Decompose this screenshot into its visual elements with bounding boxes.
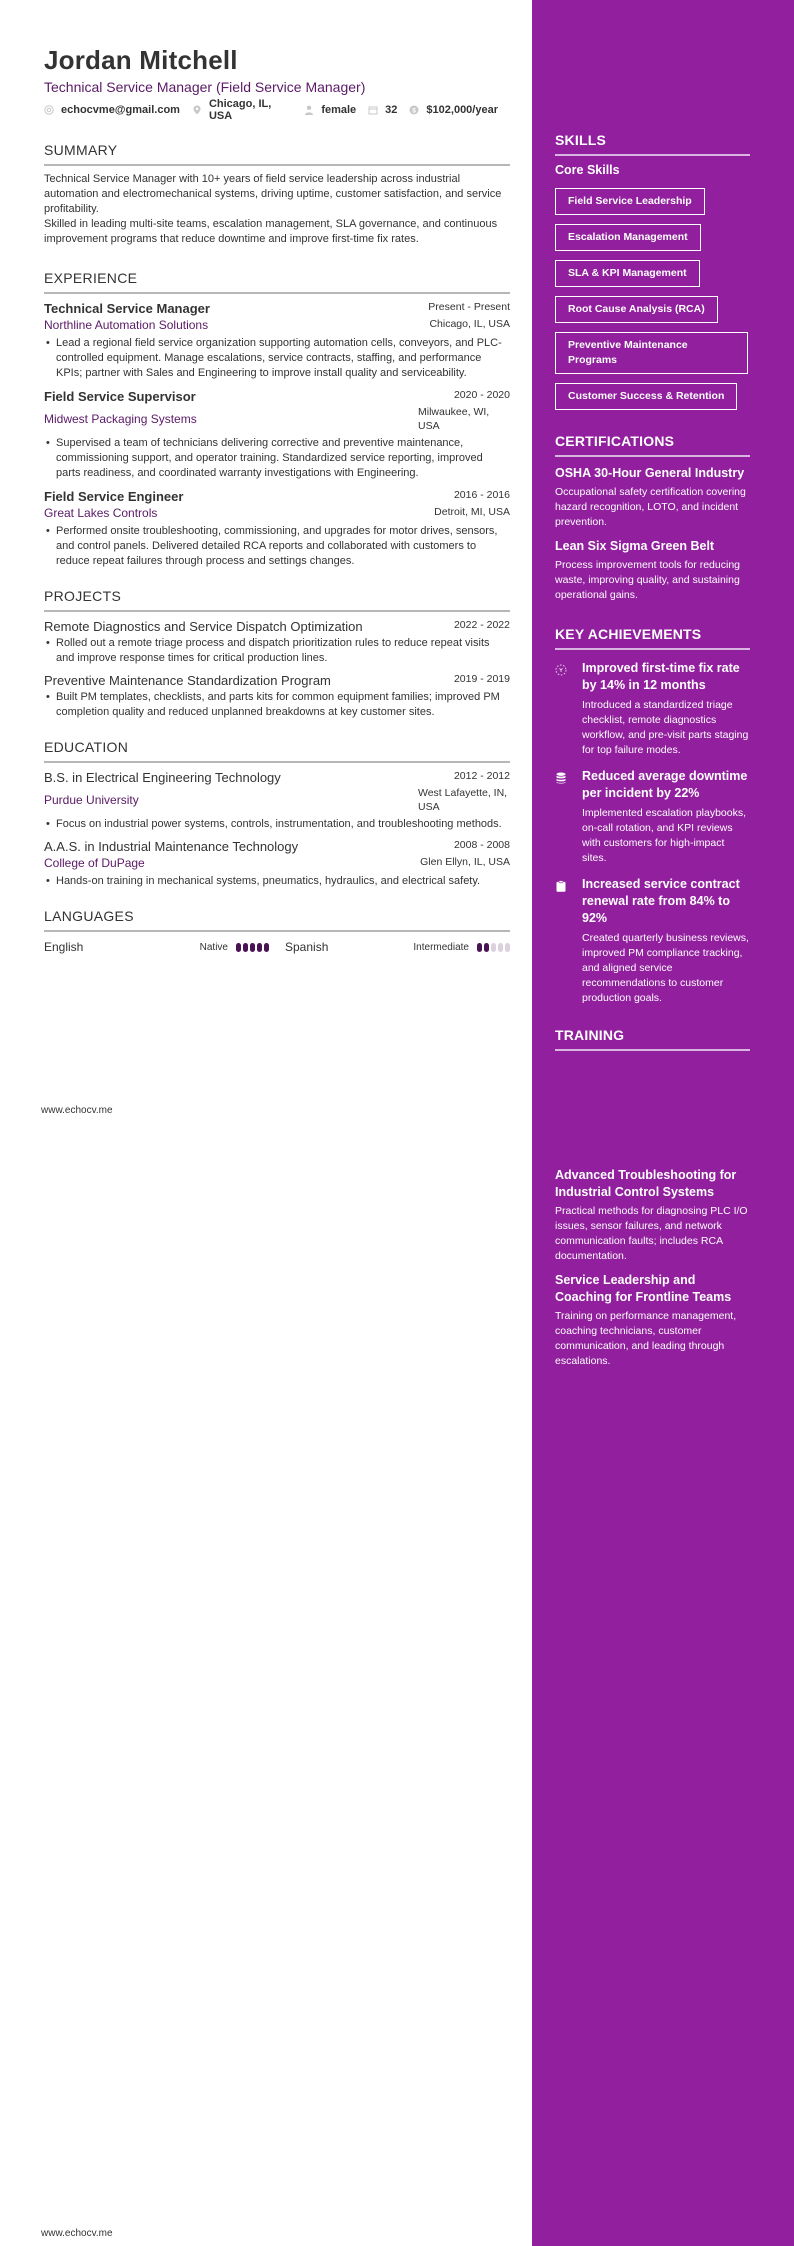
main-column xyxy=(44,44,510,956)
at-icon xyxy=(44,105,54,115)
achievement-description: Created quarterly business reviews, improved PM compliance tracking, and aligned service recommendations to customer production goals. xyxy=(582,932,749,1004)
age-text: 32 xyxy=(385,104,398,116)
training-description: Practical methods for diagnosing PLC I/O issues, sensor failures, and network communication faults; includes RCA documentation. xyxy=(555,1205,748,1262)
education-entry xyxy=(44,838,510,889)
summary-paragraph: Technical Service Manager with 10+ years of field service leadership across industrial automation and electromechanical systems, driving uptime, customer satisfaction, and service profitability. xyxy=(44,173,502,215)
calendar-icon xyxy=(368,105,378,115)
contact-salary xyxy=(409,104,498,116)
language-name: English xyxy=(44,940,84,954)
proficiency-dots xyxy=(234,943,269,952)
location-pin-icon xyxy=(192,105,202,115)
proficiency-dot-filled xyxy=(250,943,255,952)
experience-entry xyxy=(44,300,510,381)
skill-chip: SLA & KPI Management xyxy=(555,260,700,287)
achievement-item xyxy=(555,768,750,866)
skill-chip: Root Cause Analysis (RCA) xyxy=(555,296,718,323)
job-bullet: • Supervised a team of technicians delivering corrective and preventive maintenance, commissioning support, and operator training. Standardized service reporting, improved parts readiness, and coordinated warranty investigations with Engineering. xyxy=(44,436,510,481)
section-title: SKILLS xyxy=(555,132,606,148)
language-name: Spanish xyxy=(285,940,329,954)
school-location: West Lafayette, IN, USA xyxy=(418,787,508,813)
section-divider xyxy=(44,164,510,166)
proficiency-dot-empty xyxy=(505,943,510,952)
gender-text: female xyxy=(321,104,357,116)
proficiency-dot-filled xyxy=(477,943,482,952)
section-divider xyxy=(555,648,750,650)
contact-age xyxy=(368,104,397,116)
education-entry xyxy=(44,769,510,832)
person-icon xyxy=(304,105,314,115)
education-dates: 2008 - 2008 xyxy=(453,839,510,851)
project-entry xyxy=(44,618,510,666)
certification-description: Occupational safety certification covering hazard recognition, LOTO, and incident prevention. xyxy=(555,486,746,528)
summary-paragraph: Skilled in leading multi-site teams, escalation management, SLA governance, and continuous improvement programs that reduce downtime and improve first-time fix rates. xyxy=(44,218,498,245)
section-title: TRAINING xyxy=(555,1027,625,1043)
section-divider xyxy=(44,761,510,763)
location-text: Chicago, IL, USA xyxy=(208,98,272,122)
achievement-item xyxy=(555,876,750,1006)
achievement-item xyxy=(555,660,750,758)
language-level: Native xyxy=(199,941,228,953)
skills-section xyxy=(555,131,750,410)
job-dates: 2016 - 2016 xyxy=(453,489,510,501)
clipboard-icon xyxy=(555,876,582,1006)
degree-name: B.S. in Electrical Engineering Technology xyxy=(44,770,281,785)
education-bullet: • Hands-on training in mechanical systems, pneumatics, hydraulics, and electrical safety. xyxy=(44,874,510,889)
language-item xyxy=(44,940,269,954)
page-break-spacer xyxy=(555,1051,750,1159)
training-name: Service Leadership and Coaching for Frontline Teams xyxy=(555,1273,732,1304)
training-description: Training on performance management, coaching technicians, customer communication, and leading through escalations. xyxy=(555,1310,737,1367)
proficiency-dot-filled xyxy=(484,943,489,952)
language-item xyxy=(285,940,510,954)
project-bullet: • Built PM templates, checklists, and parts kits for common equipment families; improved PM completion quality and reduced unplanned breakdowns at key customer sites. xyxy=(44,690,510,720)
degree-name: A.A.S. in Industrial Maintenance Technology xyxy=(44,839,299,854)
proficiency-dot-empty xyxy=(498,943,503,952)
certification-description: Process improvement tools for reducing waste, improving quality, and sustaining operational gains. xyxy=(555,559,740,601)
section-divider xyxy=(44,292,510,294)
contact-location xyxy=(192,98,292,122)
section-title: SUMMARY xyxy=(44,142,118,158)
section-title: PROJECTS xyxy=(44,588,122,604)
company-name: Midwest Packaging Systems xyxy=(44,412,197,426)
proficiency-dots xyxy=(475,943,510,952)
achievement-title: Improved first-time fix rate by 14% in 12 months xyxy=(582,661,740,692)
skill-chip: Preventive Maintenance Programs xyxy=(555,332,748,374)
proficiency-dot-filled xyxy=(264,943,269,952)
project-name: Remote Diagnostics and Service Dispatch Optimization xyxy=(44,619,363,634)
coin-icon xyxy=(409,105,419,115)
skill-chip: Customer Success & Retention xyxy=(555,383,737,410)
footer-website-link[interactable]: www.echocv.me xyxy=(41,2228,113,2239)
proficiency-dot-filled xyxy=(236,943,241,952)
contact-bar xyxy=(44,98,510,122)
languages-section xyxy=(44,907,510,956)
achievement-title: Reduced average downtime per incident by 22% xyxy=(582,769,748,800)
section-divider xyxy=(555,154,750,156)
achievement-description: Implemented escalation playbooks, on-call rotation, and KPI reviews with customers for high-impact sites. xyxy=(582,807,747,864)
school-name: Purdue University xyxy=(44,793,139,807)
language-level: Intermediate xyxy=(413,941,469,953)
project-name: Preventive Maintenance Standardization Program xyxy=(44,673,331,688)
education-bullet: • Focus on industrial power systems, controls, instrumentation, and troubleshooting methods. xyxy=(44,817,510,832)
project-entry xyxy=(44,672,510,720)
certification-name: Lean Six Sigma Green Belt xyxy=(555,539,715,553)
section-title: LANGUAGES xyxy=(44,908,134,924)
company-name: Great Lakes Controls xyxy=(44,506,158,520)
certification-name: OSHA 30-Hour General Industry xyxy=(555,466,745,480)
job-dates: Present - Present xyxy=(428,301,510,313)
experience-section xyxy=(44,269,510,569)
job-title: Field Service Supervisor xyxy=(44,389,196,404)
proficiency-dot-filled xyxy=(257,943,262,952)
section-title: CERTIFICATIONS xyxy=(555,433,675,449)
skill-chip: Field Service Leadership xyxy=(555,188,705,215)
section-title: EDUCATION xyxy=(44,739,129,755)
achievement-description: Introduced a standardized triage checklist, remote diagnostics workflow, and pre-visit parts staging for top failure modes. xyxy=(582,699,749,756)
contact-gender xyxy=(304,104,356,116)
education-section xyxy=(44,738,510,889)
section-title: EXPERIENCE xyxy=(44,270,138,286)
achievement-title: Increased service contract renewal rate from 84% to 92% xyxy=(582,877,740,925)
section-divider xyxy=(44,610,510,612)
education-dates: 2012 - 2012 xyxy=(453,770,510,782)
job-bullet: • Performed onsite troubleshooting, commissioning, and upgrades for motor drives, sensors, and control panels. Delivered detailed RCA reports and collaborated with customers to reduce repeat failures through process and settings changes. xyxy=(44,524,510,569)
project-dates: 2022 - 2022 xyxy=(453,619,510,631)
footer-website-link[interactable]: www.echocv.me xyxy=(41,1105,113,1116)
skills-group-title: Core Skills xyxy=(555,163,620,177)
job-location: Detroit, MI, USA xyxy=(434,506,510,518)
job-title: Field Service Engineer xyxy=(44,489,184,504)
skills-list xyxy=(555,179,750,410)
job-title: Technical Service Manager xyxy=(44,301,210,316)
school-name: College of DuPage xyxy=(44,856,145,870)
company-name: Northline Automation Solutions xyxy=(44,318,209,332)
contact-email[interactable] xyxy=(44,104,180,116)
certifications-section xyxy=(555,432,750,603)
achievements-section xyxy=(555,625,750,1006)
job-location: Milwaukee, WI, USA xyxy=(418,406,490,432)
job-location: Chicago, IL, USA xyxy=(429,318,510,330)
database-icon xyxy=(555,768,582,866)
candidate-headline: Technical Service Manager (Field Service Manager) xyxy=(44,79,366,95)
training-name: Advanced Troubleshooting for Industrial Control Systems xyxy=(555,1168,737,1199)
section-divider xyxy=(44,930,510,932)
summary-section xyxy=(44,141,510,247)
skill-chip: Escalation Management xyxy=(555,224,701,251)
proficiency-dot-empty xyxy=(491,943,496,952)
project-dates: 2019 - 2019 xyxy=(453,673,510,685)
section-title: KEY ACHIEVEMENTS xyxy=(555,626,702,642)
section-divider xyxy=(555,455,750,457)
svg-text:$: $ xyxy=(412,107,417,115)
job-bullet: • Lead a regional field service organization supporting automation cells, conveyors, and PLC-controlled equipment. Manage escalations, service contracts, staffing, and performance KPIs; partner with Sales and Engineering to improve install quality and serviceability. xyxy=(44,336,510,381)
salary-text: $102,000/year xyxy=(426,104,498,116)
candidate-name: Jordan Mitchell xyxy=(44,45,238,75)
experience-entry xyxy=(44,388,510,481)
training-section xyxy=(555,1026,750,1369)
experience-entry xyxy=(44,488,510,569)
project-bullet: • Rolled out a remote triage process and dispatch prioritization rules to reduce repeat visits and improve response times for critical production lines. xyxy=(44,636,510,666)
projects-section xyxy=(44,587,510,720)
sidebar-column xyxy=(555,131,750,1369)
job-dates: 2020 - 2020 xyxy=(453,389,510,401)
target-icon xyxy=(555,660,582,758)
school-location: Glen Ellyn, IL, USA xyxy=(420,856,510,868)
email-text: echocvme@gmail.com xyxy=(61,104,180,116)
proficiency-dot-filled xyxy=(243,943,248,952)
